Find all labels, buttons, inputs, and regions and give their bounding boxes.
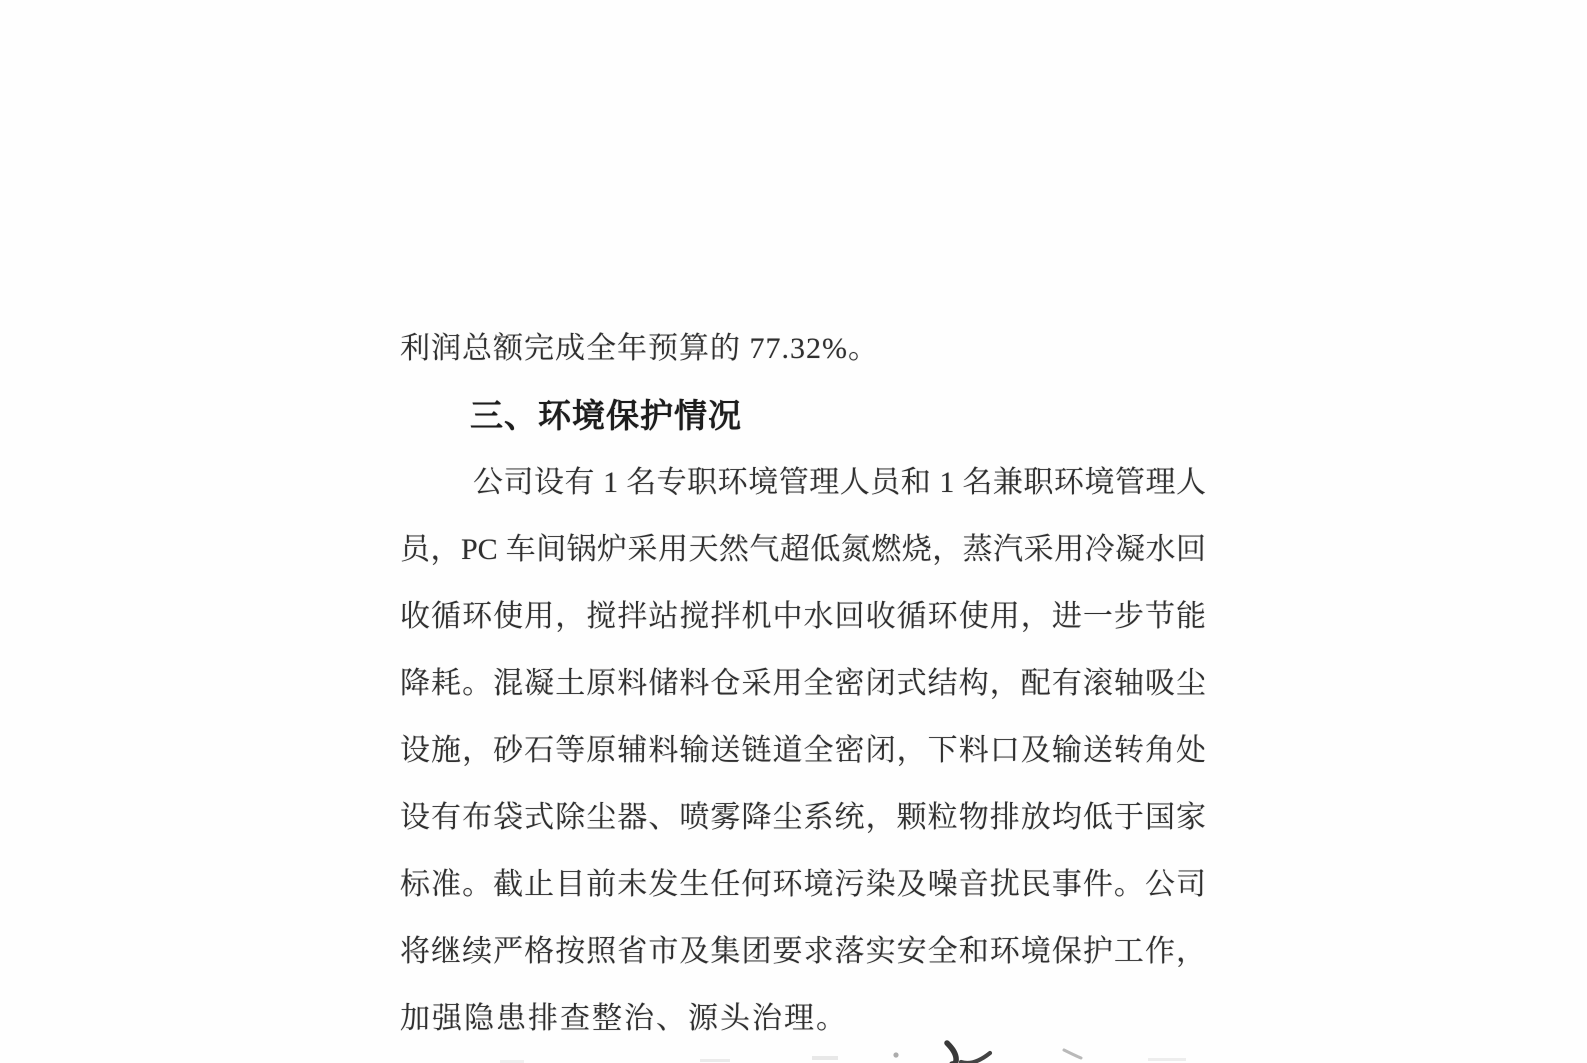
body-text-line: 收循环使用，搅拌站搅拌机中水回收循环使用，进一步节能 [400,600,1206,633]
body-text-line: 设有布袋式除尘器、喷雾降尘系统，颗粒物排放均低于国家 [400,801,1206,834]
section-heading: 三、环境保护情况 [470,396,742,435]
body-text-line: 加强隐患排查整治、源头治理。 [400,1002,848,1035]
body-text-line: 公司设有 1 名专职环境管理人员和 1 名兼职环境管理人 [473,466,1206,499]
body-text-line: 设施，砂石等原辅料输送链道全密闭，下料口及输送转角处 [400,734,1206,767]
paragraph-closing-line: 利润总额完成全年预算的 77.32%。 [400,332,879,365]
body-text-line: 员，PC 车间锅炉采用天然气超低氮燃烧，蒸汽采用冷凝水回 [400,533,1206,566]
body-text-line: 标准。截止目前未发生任何环境污染及噪音扰民事件。公司 [400,868,1206,901]
body-text-line: 降耗。混凝土原料储料仓采用全密闭式结构，配有滚轴吸尘 [400,667,1206,700]
body-text-line: 将继续严格按照省市及集团要求落实安全和环境保护工作， [400,935,1206,968]
document-text-block [400,315,1206,1052]
